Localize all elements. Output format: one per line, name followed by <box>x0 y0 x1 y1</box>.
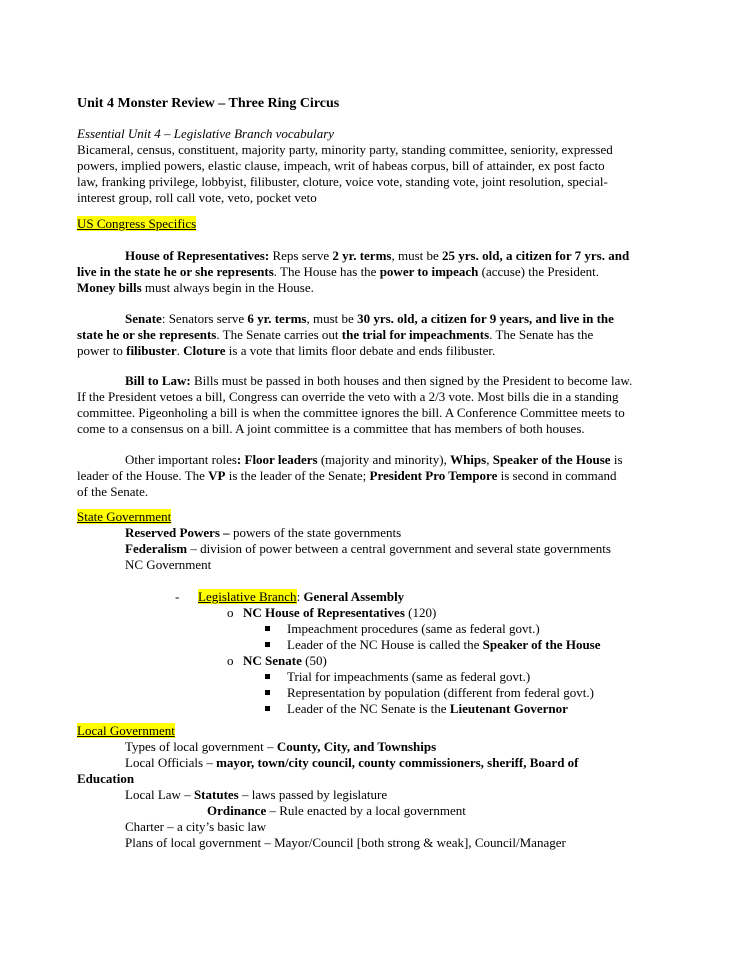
federalism-text: – division of power between a central government and several state governments <box>187 541 611 556</box>
square-bullet <box>265 626 270 631</box>
local-officials-text: Local Officials – <box>125 755 217 770</box>
outline-level-3 <box>0 621 749 637</box>
nc-house-item-bold: Speaker of the House <box>482 637 601 652</box>
roles-floor-leaders: : Floor leaders <box>236 452 318 467</box>
nc-senate-item: Leader of the NC Senate is the <box>287 701 450 716</box>
local-ordinance: Ordinance <box>207 803 267 818</box>
outline-level-3 <box>0 685 749 701</box>
bill-text: come to a consensus on a bill. A joint committee is a committee that has members of both houses. <box>77 421 585 436</box>
house-impeach: power to impeach <box>379 264 479 279</box>
vocab-line: Bicameral, census, constituent, majority party, minority party, standing committee, seniority, expressed <box>77 142 613 157</box>
square-bullet <box>265 706 270 711</box>
page-title: Unit 4 Monster Review – Three Ring Circus <box>77 96 340 111</box>
roles-text: is second in command <box>497 468 617 483</box>
roles-text: leader of the House. The <box>77 468 209 483</box>
senate-term: 6 yr. terms <box>247 311 307 326</box>
roles-whips: Whips <box>450 452 487 467</box>
senate-text: . The Senate carries out <box>216 327 342 342</box>
house-requirements: 25 yrs. old, a citizen for 7 yrs. and <box>442 248 630 263</box>
nc-house-label: NC House of Representatives <box>243 605 405 620</box>
outline-level-3 <box>0 669 749 685</box>
senate-trial: the trial for impeachments <box>341 327 490 342</box>
nc-outline <box>0 589 749 717</box>
roles-text: is the leader of the Senate; <box>225 468 370 483</box>
senate-requirements: 30 yrs. old, a citizen for 9 years, and live in the <box>357 311 614 326</box>
local-section <box>77 723 689 851</box>
local-law-text: – laws passed by legislature <box>238 787 388 802</box>
nc-senate-count: (50) <box>301 653 327 668</box>
house-text: . The House has the <box>273 264 380 279</box>
outline-level-2 <box>0 605 749 621</box>
local-statutes: Statutes <box>193 787 239 802</box>
senate-text: . <box>176 343 184 358</box>
bill-paragraph <box>77 373 689 437</box>
roles-text: of the Senate. <box>77 484 149 499</box>
legislative-colon: : <box>296 589 304 604</box>
senate-text: . The Senate has the <box>489 327 594 342</box>
outline-level-2 <box>0 653 749 669</box>
senate-residency: state he or she represents <box>77 327 217 342</box>
local-law-text: Local Law – <box>125 787 194 802</box>
senate-cloture: Cloture <box>183 343 226 358</box>
nc-house-item: Impeachment procedures (same as federal govt.) <box>287 621 540 636</box>
house-label: House of Representatives: <box>125 248 270 263</box>
bill-text: If the President vetoes a bill, Congress can override the veto with a 2/3 vote. Most bills die in a standing <box>77 389 619 404</box>
circle-bullet: o <box>227 605 234 620</box>
roles-speaker: Speaker of the House <box>492 452 611 467</box>
vocab-line: interest group, roll call vote, veto, pocket veto <box>77 190 317 205</box>
senate-text: , must be <box>306 311 358 326</box>
local-heading: Local Government <box>77 723 175 738</box>
senate-filibuster: filibuster <box>126 343 177 358</box>
house-residency: live in the state he or she represents <box>77 264 274 279</box>
roles-text: , <box>486 452 493 467</box>
dash-bullet: - <box>175 589 180 604</box>
nc-senate-item: Trial for impeachments (same as federal govt.) <box>287 669 531 684</box>
nc-senate-item: Representation by population (different from federal govt.) <box>287 685 594 700</box>
local-types-text: Types of local government – <box>125 739 277 754</box>
state-heading: State Government <box>77 509 172 524</box>
outline-level-1 <box>0 589 749 605</box>
square-bullet <box>265 674 270 679</box>
local-ordinance-text: – Rule enacted by a local government <box>266 803 466 818</box>
state-section <box>77 509 689 573</box>
house-paragraph <box>77 248 689 296</box>
congress-heading: US Congress Specifics <box>77 216 197 231</box>
roles-vp: VP <box>208 468 226 483</box>
house-text: (accuse) the President. <box>478 264 599 279</box>
nc-house-item: Leader of the NC House is called the <box>287 637 483 652</box>
nc-senate-item-bold: Lieutenant Governor <box>449 701 568 716</box>
senate-label: Senate <box>125 311 162 326</box>
local-charter: Charter – a city’s basic law <box>125 819 267 834</box>
local-officials-bold: mayor, town/city council, county commissioners, sheriff, Board of <box>216 755 579 770</box>
square-bullet <box>265 642 270 647</box>
senate-text: : Senators serve <box>161 311 248 326</box>
outline-level-3 <box>0 701 749 717</box>
senate-paragraph <box>77 311 689 359</box>
senate-text: power to <box>77 343 127 358</box>
house-text: must always begin in the House. <box>141 280 314 295</box>
vocab-section <box>77 126 689 206</box>
house-money-bills: Money bills <box>77 280 142 295</box>
senate-text: is a vote that limits floor debate and ends filibuster. <box>225 343 496 358</box>
legislative-branch-label: Legislative Branch <box>198 589 297 604</box>
bill-label: Bill to Law: <box>125 373 191 388</box>
vocab-line: powers, implied powers, elastic clause, impeach, writ of habeas corpus, bill of attainder, ex post facto <box>77 158 605 173</box>
nc-house-count: (120) <box>404 605 437 620</box>
square-bullet <box>265 690 270 695</box>
house-text: Reps serve <box>269 248 333 263</box>
reserved-powers-text: powers of the state governments <box>229 525 402 540</box>
roles-text: Other important roles <box>125 452 237 467</box>
circle-bullet: o <box>227 653 234 668</box>
roles-text: is <box>610 452 623 467</box>
general-assembly: General Assembly <box>303 589 405 604</box>
nc-senate-label: NC Senate <box>243 653 302 668</box>
roles-pro-tempore: President Pro Tempore <box>369 468 498 483</box>
bill-text: Bills must be passed in both houses and then signed by the President to become law. <box>190 373 633 388</box>
vocab-heading: Essential Unit 4 – Legislative Branch vocabulary <box>77 126 335 141</box>
roles-paragraph <box>77 452 689 500</box>
bill-text: committee. Pigeonholing a bill is when the committee ignores the bill. A Conference Committee meets to <box>77 405 625 420</box>
vocab-line: law, franking privilege, lobbyist, filibuster, cloture, voice vote, standing vote, joint resolution, special- <box>77 174 608 189</box>
federalism-label: Federalism <box>125 541 188 556</box>
roles-text: (majority and minority), <box>317 452 451 467</box>
nc-government-label: NC Government <box>125 557 212 572</box>
house-term: 2 yr. terms <box>332 248 392 263</box>
local-types-bold: County, City, and Townships <box>276 739 437 754</box>
congress-heading-row <box>77 216 689 232</box>
outline-level-3 <box>0 637 749 653</box>
reserved-powers-label: Reserved Powers – <box>125 525 230 540</box>
local-plans: Plans of local government – Mayor/Council [both strong & weak], Council/Manager <box>125 835 566 850</box>
house-text: , must be <box>391 248 443 263</box>
local-officials-bold: Education <box>77 771 135 786</box>
